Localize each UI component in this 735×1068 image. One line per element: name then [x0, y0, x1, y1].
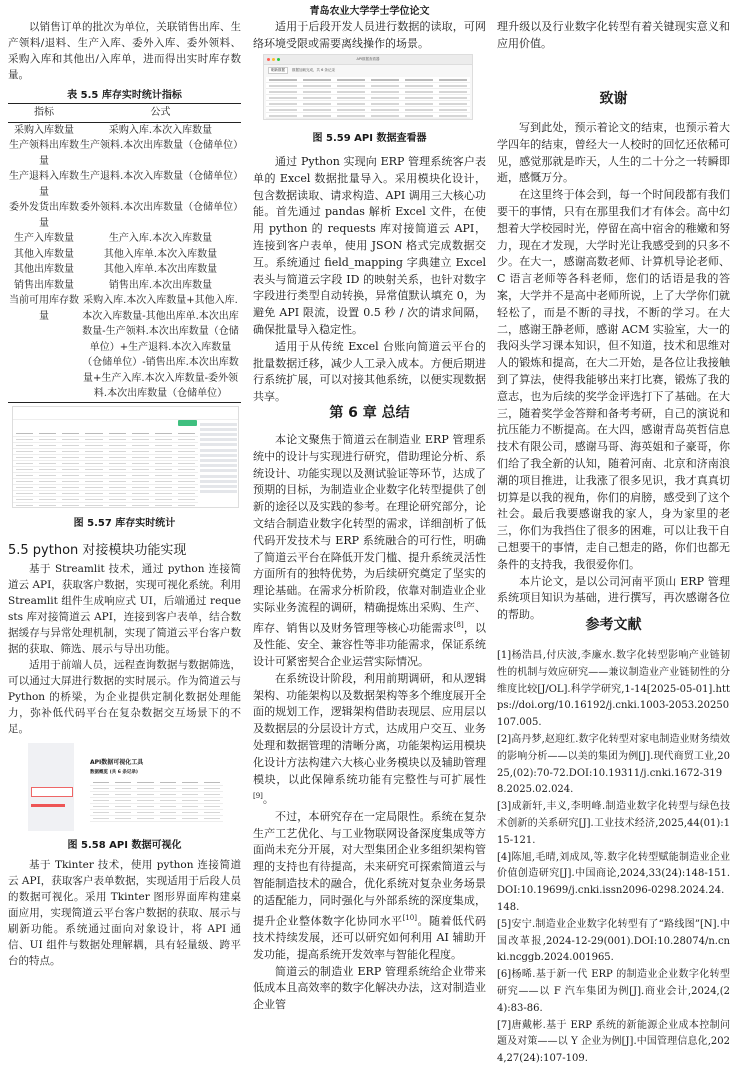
- reference-item: [6]杨晞.基于新一代 ERP 的制造业企业数字化转型研究——以 F 汽车集团为例[J].商业会计,2024,(24):83-86.: [497, 969, 730, 1014]
- filter-item: [200, 433, 237, 436]
- continued-paragraph: [497, 19, 730, 53]
- formula-cell: 销售出库.本次出库数量: [108, 279, 213, 291]
- filter-item: [200, 469, 237, 472]
- table-row: [8, 262, 241, 278]
- formula-cell: 委外领料.本次出库数量（仓储单位）: [80, 202, 244, 213]
- api-visualization-screenshot: [20, 743, 226, 831]
- filter-item: [200, 454, 237, 457]
- table-row: [8, 293, 241, 402]
- paragraph-text: 理升级以及行业数字化转型有着关键现实意义和应用价值。: [497, 20, 730, 50]
- indicator-cell: 委外发货出库数量: [9, 202, 79, 229]
- paragraph-text: 适用于前端人员，远程查询数据与数据筛选，可以通过大屏进行数据的实时展示。作为简道云与 Python 的桥梁，为企业提供定制化数据处理能力，弥补低代码平台在复杂数据交互场景下的不足。: [8, 658, 241, 735]
- paragraph-text: 本论文聚焦于简道云在制造业 ERP 管理系统中的设计与实现进行研究，借助理论分析、系统设计、功能实现以及测试验证等环节，达成了预期的目标，为制造业企业数字化转型提供了创新的途径以及实践的参考。在理论研究部分，论文结合制造业数字化转型的需求，详细剖析了低代码开发技术与 ERP 系统融合的可行性，明确了简道云平台在降低开发门槛、提升系统灵活性方面所有的独特优势，为后续研究奠定了坚实的理论基础。在需求分析阶段，依靠对制造业企业实际业务流程的调研，精确提炼出采购、生产、库存、销售以及财务管理等核心功能需求[8]，以及性能、安全、兼容性等非功能需求，保证系统设计可紧密契合企业运营实际情况。: [253, 433, 487, 669]
- filter-item: [200, 428, 237, 431]
- indicator-cell: 当前可用库存数量: [8, 293, 80, 402]
- data-grid: [266, 77, 470, 117]
- dropdown: [31, 787, 73, 797]
- filter-item: [200, 480, 237, 483]
- section-body: [8, 561, 241, 737]
- paragraph-text: 在系统设计阶段，利用前期调研，和从逻辑架构、功能架构以及数据架构等多个维度展开全面的规划工作，逻辑架构借助表现层、应用层以及数据层的分层设计方式，达成用户交互、业务处理和数据管理的清晰分离，功能架构运用模块化设计方法构建六大核心业务模块以及辅助管理模块，以此保障系统功能有完整性与可扩展性[9]。: [253, 671, 486, 807]
- table-caption: 表 5.5 库存实时统计指标: [67, 90, 182, 101]
- app-subtitle: 数据概览 (共 6 条记录): [90, 769, 138, 775]
- paragraph-text: 基于 Tkinter 技术，使用 python 连接简道云 API，获取客户表单数据，实现适用于后段人员的数据可视化。采用 Tkinter 图形界面库构建桌面应用，实现简道云平台客户数据的获取、展示与刷新功能。系统通过面向对象设计，将 API 通信、UI 组件与数据处理解耦，具有轻量级、跨平台的特点。: [8, 858, 241, 967]
- table-row: [8, 122, 241, 138]
- table-row: [8, 247, 241, 263]
- reference-item: [5]安宁.制造业企业数字化转型有了“路线图”[N].中国改革报,2024-12-29(001).DOI:10.28074/n.cnki.ncggb.2024.001965.: [497, 918, 730, 964]
- filter-item: [200, 475, 237, 478]
- intro-paragraph: [8, 19, 241, 83]
- formula-cell: 生产退料.本次入库数量（仓储单位）: [80, 171, 244, 182]
- reference-item: [7]唐戴彬.基于 ERP 系统的新能源企业成本控制问题及对策——以 Y 企业为例[J].中国管理信息化,2024,27(24):107-109.: [497, 1019, 730, 1065]
- acknowledgement-body: [497, 120, 730, 624]
- tkinter-paragraph: [8, 857, 241, 969]
- api-viewer-screenshot: [263, 54, 473, 120]
- mock-row: [13, 503, 198, 508]
- citation: [8]: [453, 620, 464, 629]
- red-button: [31, 804, 65, 807]
- data-table: [90, 780, 223, 822]
- screenshot-toolbar: [13, 407, 238, 420]
- paragraph-text: 适用于后段开发人员进行数据的读取，可网络环境受限或需要离线操作的场景。: [253, 20, 486, 50]
- chapter-title: 第 6 章 总结: [329, 405, 410, 421]
- filter-item: [200, 464, 237, 467]
- intro-paragraph: [253, 19, 486, 53]
- reference-item: [3]成新轩,丰义,李明峰.制造业数字化转型与绿色技术创新的关系研究[J].工业技术经济,2025,44(01):115-121.: [497, 801, 730, 846]
- inventory-grid: [13, 431, 198, 508]
- table-row: [8, 138, 241, 169]
- reference-item: [2]高丹梦,赵迎红.数字化转型对家电制造业财务绩效的影响分析——以美的集团为例[J].现代商贸工业,2025,(02):70-72.DOI:10.19311/j.cnki.1672-3198.2025.02.024.: [497, 733, 730, 796]
- figure-caption: 图 5.57 库存实时统计: [73, 517, 176, 529]
- table-row: [8, 169, 241, 200]
- filter-item: [200, 443, 237, 446]
- running-header: 青岛农业大学学士学位论文: [309, 6, 430, 17]
- window-titlebar: [264, 55, 472, 65]
- formula-cell: 其他入库单.本次入库数量: [103, 248, 218, 260]
- indicator-cell: 销售出库数量: [14, 279, 74, 291]
- filter-item: [200, 490, 237, 493]
- inventory-stats-screenshot: [12, 406, 239, 508]
- table-row: [8, 231, 241, 247]
- filter-item: [200, 423, 237, 426]
- filter-item: [200, 485, 237, 488]
- table-header-indicator: 指标: [8, 104, 80, 123]
- paragraph-text: 不过，本研究存在一定局限性。系统在复杂生产工艺优化、与工业物联网设备深度集成等方面尚未充分开展，对大型集团企业多组织架构管理的支持也有待提高，未来研究可探索简道云与智能制造技术的融合，优化系统对复杂业务场景的适配能力，同时强化与外部系统的深度集成，提升企业整体数字化协同水平[10]。随着低代码技术持续发展，还可以研究如何利用 AI 辅助开发功能，提高系统开发效率与智能化程度。: [253, 809, 487, 961]
- formula-cell: 生产领料.本次出库数量（仓储单位）: [80, 140, 244, 151]
- references-list: [497, 648, 730, 1068]
- section-title: 5.5 python 对接模块功能实现: [8, 542, 187, 558]
- paragraph-text: 在这里终于体会到，每一个时间段都有我们要干的事情，只有在那里我们才有体会。高中幻想着大学校园时光，停留在高中宿舍的稚嫩和努力，现在才发现，大学时光让我感受到的只多不少。在大一，感谢高数老师、计算机导论老师、C 语言老师等各科老师，您们的话语是我的答案，大学并不是高中老师所说，上了大学你们就轻松了，而是不断的寻找，不断的学习。在大二，感谢王静老师，感谢 ACM 实验室，大一的我闷头学习课本知识，但不知道，技术和思维对人的锻炼和提高，在大二开始，是各位让我接触到了算法，使得我能够出来打比赛，锻炼了我的意志，也为后续的奖学金评选打下了基础。在大三，随着奖学金答辩和备考考研，自己的演说和抗压能力不断提高。在大四，感谢青岛英哲信息技术有限公司，感谢马哥、海英姐和子豪哥，你们给了我全新的认知，随着河南、北京和济南浪潮的项目推进，让我涨了很多见识，我才真真切切算是以我的视角，你们的肩膀，感受到了这个社会。最后我要感谢我的家人，身为家里的老三，你们为我挡住了很多的困难，可以让我干自己想要干的事情，走自己想走的路，你们也都无条件的支持我，我很爱你们。: [497, 188, 730, 571]
- filter-sidebar: [200, 421, 237, 496]
- indicator-cell: 采购入库数量: [14, 124, 74, 136]
- window-title: API数据查看器: [356, 57, 380, 61]
- app-sidebar: [28, 743, 74, 831]
- paragraph-text: 基于 Streamlit 技术，通过 python 连接简道云 API，获取客户数据，实现可视化系统。利用 Streamlit 组件生成响应式 UI，后端通过 requests 库对接简道云 API，连接到客户表单，结合数据缓存与异常处理机制，实现了简道云平台客户数据的获取、筛选、展示与导出功能。: [8, 562, 241, 655]
- paragraph-text: 适用于从传统 Excel 台账向简道云平台的批量数据迁移，减少人工录入成本。方便后期进行系统扩展，可以对接其他系统，以便实现数据共享。: [253, 339, 486, 404]
- app-title: API数据可视化工具: [90, 758, 144, 766]
- formula-cell: 其他入库单.本次出库数量: [103, 264, 218, 275]
- paragraph-text: 简道云的制造业 ERP 管理系统给企业带来低成本且高效率的数字化解决办法，这对制造业企业管: [253, 964, 486, 1012]
- indicator-cell: 生产退料入库数量: [9, 171, 79, 198]
- acknowledgement-title: 致谢: [599, 91, 628, 107]
- column-left: [8, 0, 244, 969]
- figure-caption: 图 5.58 API 数据可视化: [67, 839, 182, 851]
- citation: [9]: [253, 792, 263, 801]
- table-row: [8, 278, 241, 294]
- paragraph-text: 通过 Python 实现向 ERP 管理系统客户表单的 Excel 数据批量导入。采用模块化设计，包含数据读取、请求构造、API 调用三大核心功能。首先通过 pandas 解析 Excel 文件，在使用 python 的 requests 库对接简道云 API，连接到客户表单，使用 JSON 格式完成数据交互。系统通过 field_mapping 字典建立 Excel 表头与简道云字段 ID 的映射关系，也针对数字字段进行类型自动转换，异常值默认填充 0，为避免 API 限流，设置 0.5 秒 / 次的请求间隔，确保批量导入稳定性。: [253, 155, 486, 336]
- formula-cell: 采购入库.本次入库数量+其他入库.本次入库数量-其他出库单.本次出库数量-生产领料.本次出库数量（仓储单位）+生产退料.本次入库数量（仓储单位）-销售出库.本次出库数量+生产入库.本次入库数量-委外领料.本次出库数量（仓储单位）: [80, 293, 241, 402]
- filter-item: [200, 438, 237, 441]
- summary-body: [253, 432, 486, 1014]
- formula-cell: 生产入库.本次入库数量: [108, 233, 213, 244]
- table-row: [8, 200, 241, 231]
- indicator-cell: 其他出库数量: [14, 264, 74, 275]
- filter-item: [200, 449, 237, 452]
- filter-item: [200, 459, 237, 462]
- paragraph-text: 写到此处，预示着论文的结束，也预示着大学四年的结束，曾经大一人校时的回忆还依稀可见，感觉那就是昨天，人生的二十分之一转瞬即逝，感慨万分。: [497, 121, 730, 185]
- excel-import-text: [253, 154, 486, 406]
- paragraph-text: 本片论文，是以公司河南平顶山 ERP 管理系统项目知识为基础，进行撰写，再次感谢各位的帮助。: [497, 574, 730, 622]
- indicator-cell: 生产领料出库数量: [9, 140, 79, 167]
- formula-cell: 采购入库.本次入库数量: [108, 124, 213, 136]
- references-title: 参考文献: [585, 617, 642, 633]
- table-header-formula: 公式: [80, 104, 241, 123]
- citation: [10]: [402, 913, 417, 922]
- mock-row: [266, 113, 470, 119]
- indicator-cell: 其他入库数量: [14, 248, 74, 260]
- inventory-stats-table: [8, 103, 244, 403]
- mock-row: [90, 816, 223, 822]
- paragraph-text: 以销售订单的批次为单位，关联销售出库、生产领料/退料、生产入库、委外入库、委外领料、采购入库和其他出/入库单，进而得出实时库存数量。: [8, 21, 241, 81]
- indicator-cell: 生产入库数量: [14, 233, 74, 244]
- green-button: [178, 420, 197, 426]
- refresh-button: 刷新数据: [268, 67, 288, 74]
- figure-caption: 图 5.59 API 数据查看器: [312, 133, 427, 144]
- status-text: 数据加载完成，共 6 条记录: [292, 68, 335, 72]
- reference-item: [4]陈旭,毛晴,刘成凤,等.数字化转型赋能制造业企业价值创造研究[J].中国商论,2024,33(24):148-151.DOI:10.19699/j.cnki.issn2096-0298.2024.24.148.: [497, 851, 730, 913]
- reference-item: [1]杨浩昌,付庆波,李廉水.数字化转型影响产业链韧性的机制与效应研究——兼议制造业产业链韧性的分维度比较[J/OL].科学学研究,1-14[2025-05-01].https://doi.org/10.16192/j.cnki.1003-2053.20250107.005.: [497, 650, 730, 729]
